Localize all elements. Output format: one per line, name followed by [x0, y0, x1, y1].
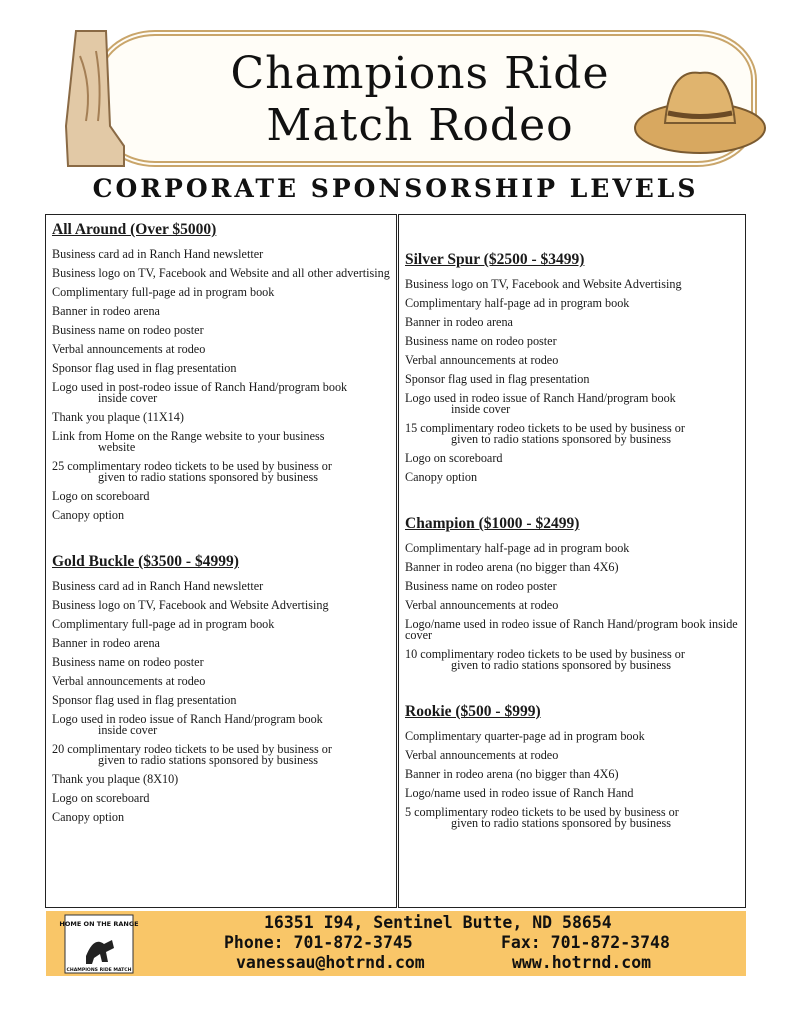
title-line-2: Match Rodeo: [266, 100, 574, 151]
benefit-item: [405, 374, 739, 385]
benefit-item: [405, 393, 739, 415]
benefit-text: Business name on rodeo poster: [52, 323, 204, 337]
benefit-text: Business name on rodeo poster: [405, 579, 557, 593]
benefit-text: Link from Home on the Range website to your business: [52, 429, 325, 443]
footer-email[interactable]: vanessau@hotrnd.com: [236, 953, 425, 972]
benefit-text: Banner in rodeo arena: [52, 636, 160, 650]
benefit-list: [405, 279, 739, 483]
benefit-text: Banner in rodeo arena (no bigger than 4X6): [405, 767, 619, 781]
level-gold-buckle: [52, 553, 390, 823]
benefit-item: [52, 619, 390, 630]
benefit-item: [52, 325, 390, 336]
benefit-item: [405, 619, 739, 641]
benefit-item: [52, 268, 390, 279]
logo-top-text: HOME ON THE RANGE: [59, 920, 139, 928]
benefit-item: [52, 714, 390, 736]
benefit-item: [52, 676, 390, 687]
benefit-text: Sponsor flag used in flag presentation: [52, 361, 237, 375]
benefit-text: Complimentary half-page ad in program book: [405, 541, 630, 555]
benefit-text: Thank you plaque (11X14): [52, 410, 184, 424]
benefit-item: [52, 287, 390, 298]
benefit-item: [52, 363, 390, 374]
benefit-item: [52, 382, 390, 404]
benefit-item: [52, 793, 390, 804]
logo-bottom-text: CHAMPIONS RIDE MATCH: [66, 968, 132, 973]
benefit-item: [405, 543, 739, 554]
right-column: [398, 214, 746, 908]
benefit-text-continued: inside cover: [451, 402, 511, 416]
level-title: Rookie ($500 - $999): [405, 703, 541, 720]
benefit-item: [405, 472, 739, 483]
benefit-text-continued: given to radio stations sponsored by business: [451, 658, 672, 672]
benefit-item: [52, 600, 390, 611]
footer: [46, 911, 746, 976]
benefit-text: Complimentary full-page ad in program book: [52, 617, 275, 631]
benefit-text: Sponsor flag used in flag presentation: [405, 372, 590, 386]
benefit-text: Business logo on TV, Facebook and Website and all other advertising: [52, 266, 390, 280]
benefit-text: Logo on scoreboard: [405, 451, 503, 465]
benefit-text: Business name on rodeo poster: [52, 655, 204, 669]
benefit-text: Business logo on TV, Facebook and Website Advertising: [52, 598, 329, 612]
level-champion: [405, 515, 739, 671]
benefit-text: Sponsor flag used in flag presentation: [52, 693, 237, 707]
benefit-item: [52, 249, 390, 260]
benefit-item: [405, 750, 739, 761]
benefit-item: [52, 812, 390, 823]
benefit-item: [405, 731, 739, 742]
benefit-item: [52, 306, 390, 317]
benefit-text: Verbal announcements at rodeo: [405, 598, 559, 612]
benefit-text: Business name on rodeo poster: [405, 334, 557, 348]
benefit-text: Logo on scoreboard: [52, 791, 150, 805]
header: [40, 8, 755, 183]
benefit-item: [405, 423, 739, 445]
benefit-item: [405, 562, 739, 573]
benefit-item: [405, 317, 739, 328]
benefit-list: [405, 731, 739, 829]
benefit-item: [52, 744, 390, 766]
benefit-text: 5 complimentary rodeo tickets to be used by business or: [405, 805, 679, 819]
benefit-text-continued: inside cover: [98, 391, 158, 405]
benefit-text: Canopy option: [52, 810, 125, 824]
benefit-text: Verbal announcements at rodeo: [52, 342, 206, 356]
benefit-text-continued: given to radio stations sponsored by business: [451, 816, 672, 830]
benefit-item: [52, 412, 390, 423]
benefit-item: [52, 657, 390, 668]
level-title: All Around (Over $5000): [52, 221, 217, 238]
cowboy-boot-icon: [58, 26, 128, 176]
benefit-text: Logo used in post-rodeo issue of Ranch Hand/program book: [52, 380, 348, 394]
title-line-1: Champions Ride: [230, 48, 610, 99]
benefit-item: [52, 695, 390, 706]
benefit-text-continued: website: [98, 440, 136, 454]
benefit-text: Logo/name used in rodeo issue of Ranch Hand: [405, 786, 634, 800]
benefit-list: [52, 249, 390, 521]
benefit-text: Verbal announcements at rodeo: [52, 674, 206, 688]
benefit-text: Banner in rodeo arena: [52, 304, 160, 318]
subtitle: CORPORATE SPONSORSHIP LEVELS: [92, 174, 699, 203]
level-rookie: [405, 703, 739, 829]
benefit-item: [405, 298, 739, 309]
benefit-item: [52, 461, 390, 483]
benefit-list: [52, 581, 390, 823]
footer-address: 16351 I94, Sentinel Butte, ND 58654: [264, 913, 612, 932]
benefit-item: [405, 336, 739, 347]
benefit-text: Complimentary quarter-page ad in program book: [405, 729, 645, 743]
benefit-item: [405, 581, 739, 592]
page-title: [180, 48, 660, 152]
level-title: Gold Buckle ($3500 - $4999): [52, 553, 239, 570]
benefit-item: [405, 600, 739, 611]
benefit-item: [405, 769, 739, 780]
benefit-text: Banner in rodeo arena: [405, 315, 513, 329]
benefit-text: Business card ad in Ranch Hand newsletter: [52, 579, 264, 593]
footer-fax: Fax: 701-872-3748: [501, 933, 670, 952]
benefit-text: Complimentary half-page ad in program book: [405, 296, 630, 310]
benefit-text: Logo on scoreboard: [52, 489, 150, 503]
benefit-item: [52, 491, 390, 502]
benefit-text: Business card ad in Ranch Hand newsletter: [52, 247, 264, 261]
benefit-item: [52, 774, 390, 785]
benefit-text: Canopy option: [52, 508, 125, 522]
cowboy-hat-icon: [630, 48, 770, 168]
benefit-text: Verbal announcements at rodeo: [405, 748, 559, 762]
benefit-list: [405, 543, 739, 671]
benefit-item: [52, 581, 390, 592]
benefit-item: [405, 279, 739, 290]
benefit-item: [405, 649, 739, 671]
benefit-item: [52, 344, 390, 355]
benefit-text: Verbal announcements at rodeo: [405, 353, 559, 367]
benefit-text: 20 complimentary rodeo tickets to be used by business or: [52, 742, 332, 756]
benefit-text: Canopy option: [405, 470, 478, 484]
benefit-text-continued: given to radio stations sponsored by business: [98, 470, 319, 484]
benefit-item: [405, 788, 739, 799]
level-title: Silver Spur ($2500 - $3499): [405, 251, 585, 268]
benefit-item: [52, 638, 390, 649]
benefit-text: Logo used in rodeo issue of Ranch Hand/program book: [405, 391, 676, 405]
level-silver-spur: [405, 251, 739, 483]
benefit-text-continued: inside cover: [98, 723, 158, 737]
footer-website[interactable]: www.hotrnd.com: [512, 953, 652, 972]
benefit-text-continued: given to radio stations sponsored by business: [98, 753, 319, 767]
benefit-text: Business logo on TV, Facebook and Website Advertising: [405, 277, 682, 291]
benefit-item: [52, 431, 390, 453]
benefit-text: Logo/name used in rodeo issue of Ranch Hand/program book inside cover: [405, 617, 738, 642]
benefit-text: Thank you plaque (8X10): [52, 772, 179, 786]
benefit-item: [52, 510, 390, 521]
level-title: Champion ($1000 - $2499): [405, 515, 580, 532]
level-all-around: [52, 221, 390, 521]
benefit-text: 25 complimentary rodeo tickets to be used by business or: [52, 459, 332, 473]
benefit-text-continued: given to radio stations sponsored by business: [451, 432, 672, 446]
footer-phone: Phone: 701-872-3745: [224, 933, 413, 952]
benefit-text: 10 complimentary rodeo tickets to be used by business or: [405, 647, 685, 661]
benefit-item: [405, 453, 739, 464]
benefit-text: 15 complimentary rodeo tickets to be used by business or: [405, 421, 685, 435]
home-on-the-range-logo: [59, 914, 139, 974]
benefit-text: Banner in rodeo arena (no bigger than 4X6): [405, 560, 619, 574]
benefit-text: Logo used in rodeo issue of Ranch Hand/program book: [52, 712, 323, 726]
benefit-item: [405, 355, 739, 366]
benefit-text: Complimentary full-page ad in program book: [52, 285, 275, 299]
left-column: [45, 214, 397, 908]
benefit-item: [405, 807, 739, 829]
